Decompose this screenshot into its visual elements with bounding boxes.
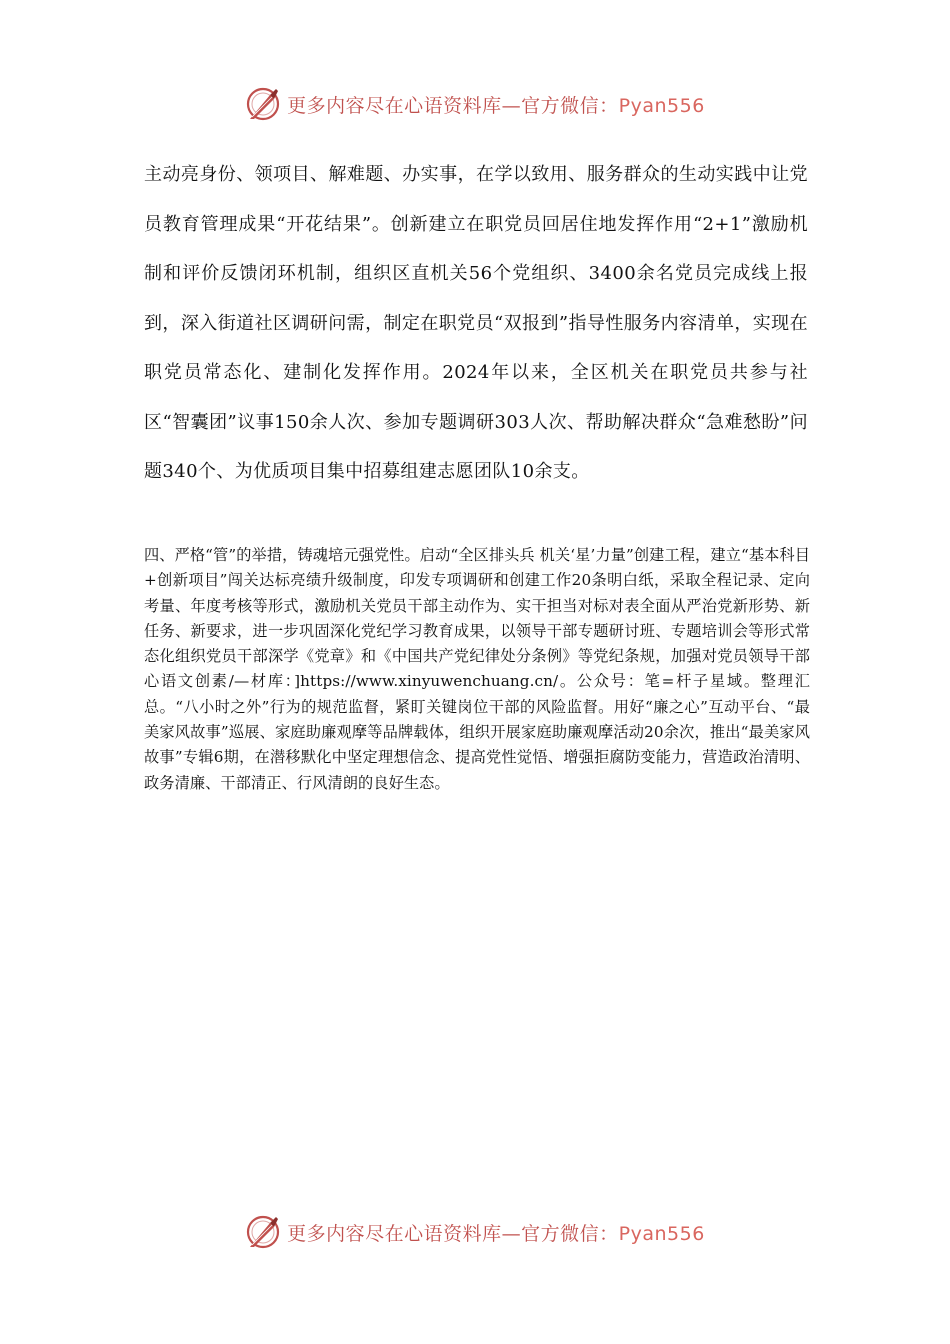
header-banner-content xyxy=(245,86,705,122)
body-paragraph-1: 主动亮身份、领项目、解难题、办实事，在学以致用、服务群众的生动实践中让党员教育管理成果“开花结果”。创新建立在职党员回居住地发挥作用“2+1”激励机制和评价反馈闭环机制，组织区直机关56个党组织、3400余名党员完成线上报到，深入街道社区调研问需，制定在职党员“双报到”指导性服务内容清单，实现在职党员常态化、建制化发挥作用。2024年以来，全区机关在职党员共参与社区“智囊团”议事150余人次、参加专题调研303人次、帮助解决群众“急难愁盼”问题340个、为优质项目集中招募组建志愿团队10余支。 xyxy=(144,164,808,482)
footer-banner-label: 更多内容尽在心语资料库—官方微信： xyxy=(287,1222,619,1245)
pen-nib-logo-icon xyxy=(245,86,281,122)
header-banner-label: 更多内容尽在心语资料库—官方微信： xyxy=(287,94,619,117)
footer-wechat-id: Pyan556 xyxy=(618,1222,705,1245)
pen-nib-logo-icon xyxy=(245,1214,281,1250)
header-wechat-id: Pyan556 xyxy=(618,94,705,117)
footer-banner-text xyxy=(287,1219,705,1246)
header-banner-text xyxy=(287,91,705,118)
header-banner xyxy=(0,84,950,124)
footer-banner xyxy=(0,1212,950,1252)
footer-banner-content xyxy=(245,1214,705,1250)
body-paragraph-2: 四、严格“管”的举措，铸魂培元强党性。启动“全区排头兵 机关‘星’力量”创建工程，建立“基本科目+创新项目”闯关达标亮绩升级制度，印发专项调研和创建工作20条明白纸，采取全程记录、定向考量、年度考核等形式，激励机关党员干部主动作为、实干担当对标对表全面从严治党新形势、新任务、新要求，进一步巩固深化党纪学习教育成果，以领导干部专题研讨班、专题培训会等形式常态化组织党员干部深学《党章》和《中国共产党纪律处分条例》等党纪条规，加强对党员领导干部心语文创素/—材库：]https://www.xinyuwenchuang.cn/。公众号：笔=杆子星域。整理汇总。“八小时之外”行为的规范监督，紧盯关键岗位干部的风险监督。用好“廉之心”互动平台、“最美家风故事”巡展、家庭助廉观摩等品牌载体，组织开展家庭助廉观摩活动20余次，推出“最美家风故事”专辑6期，在潜移默化中坚定理想信念、提高党性觉悟、增强拒腐防变能力，营造政治清明、政务清廉、干部清正、行风清朗的良好生态。 xyxy=(144,546,810,792)
